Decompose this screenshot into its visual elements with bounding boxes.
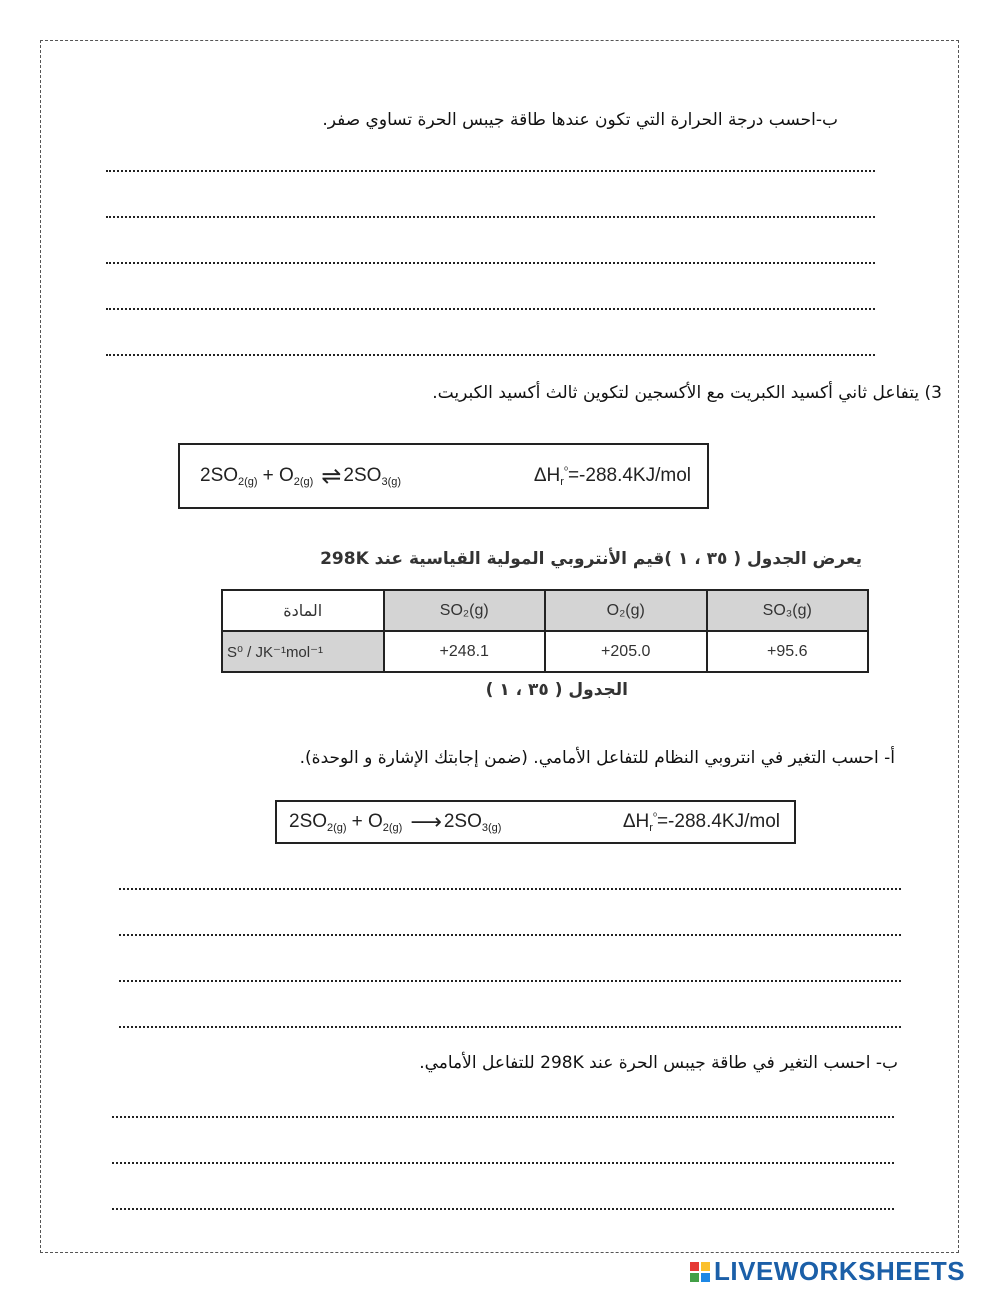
question-3 — [432, 383, 942, 403]
question-b1: ب-احسب درجة الحرارة التي تكون عندها طاقة جيبس الحرة تساوي صفر. — [322, 110, 838, 130]
answer-line[interactable] — [106, 216, 875, 218]
product-so3: $2SO_{3(g)}$ — [343, 464, 402, 488]
forward-reaction-equation — [275, 800, 796, 844]
enthalpy-change: $\Delta H_r^{^0}=-288.4KJ$/mol — [533, 464, 691, 488]
header-so3: SO₃(g) — [707, 590, 869, 631]
table-caption: الجدول ( ٣٥ ، ١ ) — [485, 680, 628, 700]
answer-line[interactable] — [119, 888, 901, 890]
answer-line[interactable] — [106, 262, 875, 264]
answer-line[interactable] — [106, 354, 875, 356]
value-so3: +95.6 — [707, 631, 869, 672]
answer-line[interactable] — [112, 1208, 894, 1210]
table-intro: يعرض الجدول ( ٣٥ ، ١ )قيم الأنتروبي المولية القياسية عند 298K — [320, 549, 862, 569]
equilibrium-arrow-icon: ⇌ — [321, 462, 342, 490]
reactant-so2: $2SO_{2(g)}$ — [289, 810, 347, 834]
answer-line[interactable] — [119, 1026, 901, 1028]
enthalpy-change: $\Delta H_r^{^0}=-288.4KJ$/mol — [622, 810, 780, 834]
question-a: أ- احسب التغير في انتروبي النظام للتفاعل الأمامي. (ضمن إجابتك الإشارة و الوحدة). — [299, 748, 895, 768]
table-header-row — [222, 590, 868, 631]
value-so2: +248.1 — [384, 631, 546, 672]
liveworksheets-brand[interactable] — [690, 1256, 965, 1287]
answer-line[interactable] — [119, 934, 901, 936]
header-o2: O₂(g) — [545, 590, 707, 631]
question-3-text: يتفاعل ثاني أكسيد الكبريت مع الأكسجين لتكوين ثالث أكسيد الكبريت. — [432, 383, 920, 403]
answer-line[interactable] — [106, 170, 875, 172]
product-so3: $2SO_{3(g)}$ — [443, 810, 502, 834]
reactant-so2: $2SO_{2(g)}$ — [200, 464, 258, 488]
liveworksheets-logo-icon — [690, 1262, 710, 1282]
brand-name: LIVEWORKSHEETS — [714, 1256, 966, 1286]
reactant-o2: + $O_{2(g)}$ — [351, 810, 403, 834]
entropy-table — [221, 589, 869, 673]
answer-line[interactable] — [112, 1116, 894, 1118]
question-b2: ب- احسب التغير في طاقة جيبس الحرة عند 298K للتفاعل الأمامي. — [419, 1053, 898, 1073]
reactant-o2: + $O_{2(g)}$ — [262, 464, 314, 488]
table-row — [222, 631, 868, 672]
row-label-entropy: S⁰ / JK⁻¹mol⁻¹ — [222, 631, 384, 672]
question-number: 3) — [924, 383, 942, 403]
answer-line[interactable] — [119, 980, 901, 982]
header-substance: المادة — [222, 590, 384, 631]
answer-line[interactable] — [106, 308, 875, 310]
value-o2: +205.0 — [545, 631, 707, 672]
answer-line[interactable] — [112, 1162, 894, 1164]
equilibrium-equation — [178, 443, 709, 509]
forward-arrow-icon: ⟶ — [410, 809, 442, 834]
header-so2: SO₂(g) — [384, 590, 546, 631]
